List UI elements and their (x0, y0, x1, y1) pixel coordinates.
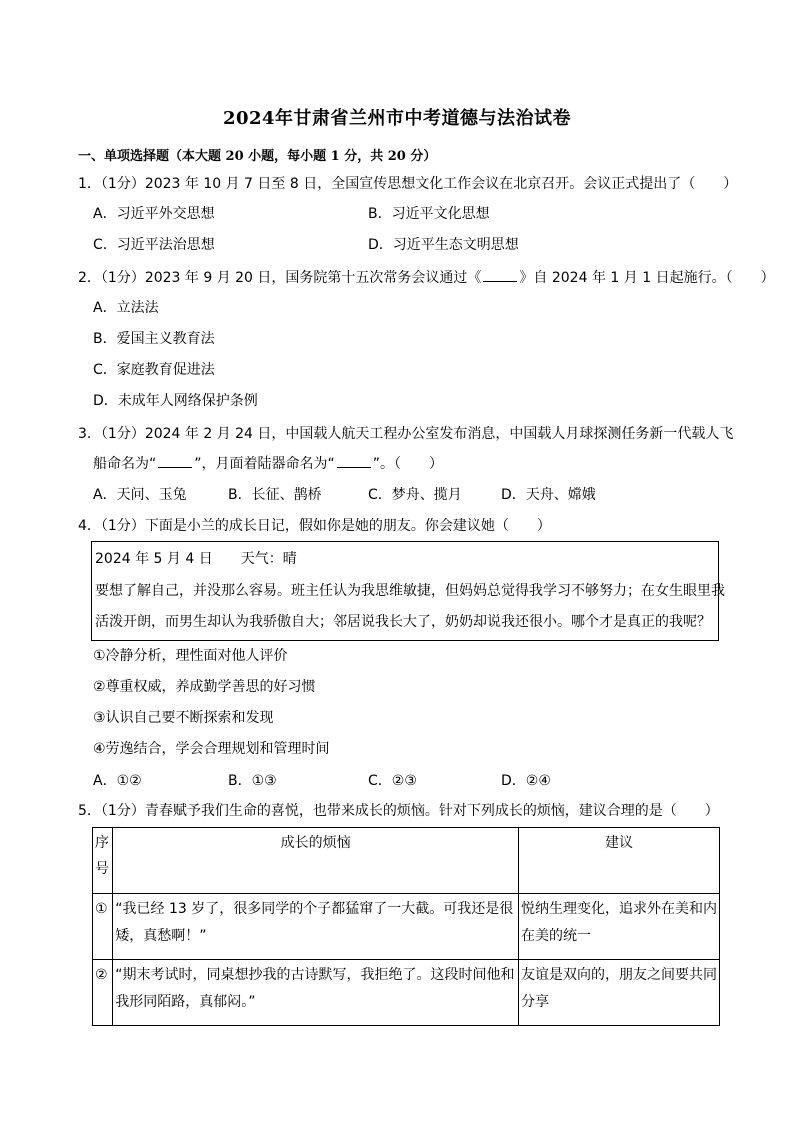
statement-2: ②尊重权威，养成勤学善思的好习惯 (93, 679, 316, 695)
row-trouble-line1: “我已经 13 岁了，很多同学的个子都猛窜了一大截。可我还是很 (115, 901, 514, 917)
answer-blank (337, 455, 371, 468)
row-advice-line2: 在美的统一 (520, 928, 591, 944)
question-4-stem: 4．（1分）下面是小兰的成长日记，假如你是她的朋友。你会建议她（ ） (78, 518, 551, 534)
question-2-stem-part1: 2．（1分）2023 年 9 月 20 日，国务院第十五次常务会议通过《 (78, 270, 482, 286)
answer-blank (158, 455, 192, 468)
row-trouble-line1: “期末考试时，同桌想抄我的古诗默写，我拒绝了。这段时间他和 (115, 967, 515, 983)
question-2-option-b[interactable]: B．爱国主义教育法 (93, 331, 215, 347)
header-cell-no (93, 828, 113, 894)
question-4-option-d[interactable]: D．②④ (501, 773, 551, 789)
question-3-option-b[interactable]: B．长征、鹊桥 (228, 487, 322, 503)
row-trouble-cell (113, 894, 519, 960)
table-row (93, 894, 720, 960)
row-number: ① (95, 901, 108, 917)
row-number: ② (95, 967, 108, 983)
header-trouble: 成长的烦恼 (280, 835, 351, 851)
row-no-cell (93, 960, 113, 1026)
diary-date: 2024 年 5 月 4 日 天气：晴 (95, 551, 297, 567)
diary-box (91, 541, 725, 641)
question-4-option-c[interactable]: C．②③ (368, 773, 417, 789)
table-row (93, 960, 720, 1026)
row-advice-cell (518, 960, 719, 1026)
statement-1: ①冷静分析，理性面对他人评价 (93, 648, 288, 664)
question-1-option-b[interactable]: B．习近平文化思想 (368, 206, 490, 222)
row-trouble-line2: 我形同陌路，真郁闷。” (115, 994, 256, 1010)
diary-line-1: 要想了解自己，并没那么容易。班主任认为我思维敏捷，但妈妈总觉得我学习不够努力；在女生眼里我 (95, 583, 725, 599)
row-trouble-cell (113, 960, 519, 1026)
header-cell-advice (518, 828, 719, 894)
header-cell-trouble (113, 828, 519, 894)
question-1-stem: 1．（1分）2023 年 10 月 7 日至 8 日，全国宣传思想文化工作会议在北京召开。会议正式提出了（ ） (78, 176, 738, 192)
question-1-option-d[interactable]: D．习近平生态文明思想 (368, 237, 519, 253)
header-no-line2: 号 (95, 861, 109, 877)
question-2-stem-part2: 》自 2024 年 1 月 1 日起施行。（ ） (519, 270, 775, 286)
row-trouble-line2: 矮，真愁啊！” (115, 928, 207, 944)
question-1-option-a[interactable]: A．习近平外交思想 (93, 206, 215, 222)
section-heading: 一、单项选择题（本大题 20 小题，每小题 1 分，共 20 分） (78, 149, 437, 164)
row-advice-line1: 悦纳生理变化，追求外在美和内 (520, 901, 717, 917)
question-3-stem-line1: 3．（1分）2024 年 2 月 24 日，中国载人航天工程办公室发布消息，中国载人月球探测任务新一代载人飞 (78, 426, 734, 442)
question-2-option-c[interactable]: C．家庭教育促进法 (93, 362, 215, 378)
question-1-option-c[interactable]: C．习近平法治思想 (93, 237, 215, 253)
diary-line-2: 活泼开朗，而男生却认为我骄傲自大；邻居说我长大了，奶奶却说我还很小。哪个才是真正的我呢？ (95, 614, 711, 630)
question-2-option-d[interactable]: D．未成年人网络保护条例 (93, 393, 258, 409)
statement-4: ④劳逸结合，学会合理规划和管理时间 (93, 741, 330, 757)
question-3-stem-line2 (93, 455, 443, 473)
question-2-option-a[interactable]: A．立法法 (93, 300, 159, 316)
question-3-stem-part2: ”，月面着陆器命名为“ (194, 456, 335, 472)
question-5-stem: 5．（1分）青春赋予我们生命的喜悦，也带来成长的烦恼。针对下列成长的烦恼，建议合理的是（ ） (78, 803, 719, 819)
row-no-cell (93, 894, 113, 960)
question-3-option-d[interactable]: D．天舟、嫦娥 (501, 487, 596, 503)
row-advice-cell (518, 894, 719, 960)
question-3-stem-part1: 船命名为“ (93, 456, 157, 472)
table-header-row (93, 828, 720, 894)
question-3-stem-part3: ”。（ ） (372, 456, 444, 472)
question-4-option-a[interactable]: A．①② (93, 773, 142, 789)
question-4-option-b[interactable]: B．①③ (228, 773, 277, 789)
header-advice: 建议 (604, 835, 633, 851)
question-3-option-a[interactable]: A．天问、玉兔 (93, 487, 187, 503)
trouble-advice-table (92, 827, 720, 1026)
question-3-option-c[interactable]: C．梦舟、揽月 (368, 487, 462, 503)
statement-3: ③认识自己要不断探索和发现 (93, 710, 274, 726)
header-no-line1: 序 (95, 835, 109, 851)
row-advice-line2: 分享 (520, 994, 549, 1010)
row-advice-line1: 友谊是双向的，朋友之间要共同 (520, 967, 717, 983)
page-title: 2024年甘肃省兰州市中考道德与法治试卷 (222, 108, 572, 129)
answer-blank (483, 269, 517, 282)
question-2-stem (78, 269, 775, 287)
